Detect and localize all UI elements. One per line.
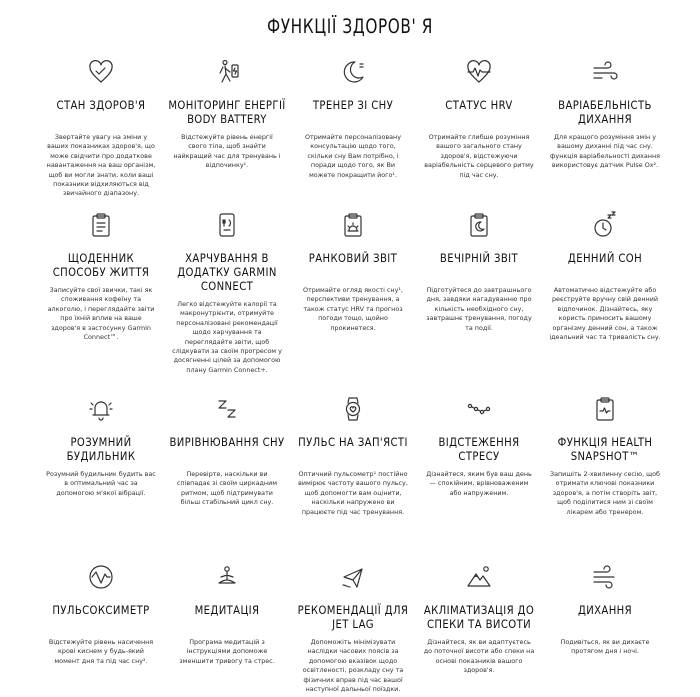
smart-alarm-icon (87, 395, 115, 423)
feature-card (164, 557, 290, 691)
feature-description: Оптичний пульсометр¹ постійно вимірює частоту вашого пульсу, щоб допомогти вам оцінити, наскільки напружено ви працюєте під час тренування. (298, 470, 408, 516)
page-title: ФУНКЦІЇ ЗДОРОВ' Я (266, 15, 434, 39)
feature-description: Подивіться, як ви дихаєте протягом дня і ночі. (560, 638, 650, 656)
feature-title: ВІДСТЕЖЕННЯ СТРЕСУ (438, 436, 520, 463)
feature-card (416, 205, 542, 389)
feature-card (290, 389, 416, 557)
feature-card (542, 557, 668, 691)
feature-card (542, 389, 668, 557)
breathing-wind-icon (591, 58, 619, 86)
feature-description: Підготуйтеся до завтрашнього дня, завдяки нагадуванню про кількість необхідного сну, завтрашнє тренування, погоду та події. (426, 286, 532, 332)
health-snapshot-icon (591, 395, 619, 423)
feature-description: Запишіть 2-хвилинну сесію, щоб отримати ключові показники здоров'я, а потім створіть звіт, щоб поділитися ним зі своїм лікарем або тренером. (549, 470, 661, 516)
feature-card (38, 52, 164, 205)
feature-description: Автоматично відстежуйте або реєструйте вручну свій денний відпочинок. Дізнайтесь, яку користь приносить вашому організму денний сон, а також ідеальний час та тривалість сну. (549, 286, 661, 342)
feature-card (542, 52, 668, 205)
stress-tracking-icon (465, 395, 493, 423)
sleep-alignment-icon (213, 395, 241, 423)
daytime-nap-icon (591, 211, 619, 239)
hrv-heart-icon (465, 58, 493, 86)
feature-description: Відстежуйте рівень насичення крові киснем у будь-який момент дня та під час сну². (48, 638, 154, 665)
feature-description: Звертайте увагу на зміни у ваших показниках здоров'я, що може свідчити про додаткове навантаження на ваш організм, щоб ви могли знати, коли ваші показники відхиляються від звичайного діапазону. (46, 133, 156, 198)
mountain-acclimation-icon (465, 563, 493, 591)
feature-title: РАНКОВИЙ ЗВІТ (308, 252, 398, 265)
wrist-watch-icon (339, 395, 367, 423)
feature-description: Отримайте глибше розуміння вашого загального стану здоров'я, відстежуючи варіабельність серцевого ритму під час сну. (424, 133, 534, 179)
feature-description: Отримайте огляд якості сну¹, перспективи тренування, а також статус HRV та прогноз погоди тощо, щойно прокинетеся. (303, 286, 403, 332)
feature-title: СТАН ЗДОРОВ'Я (56, 99, 146, 112)
feature-title: ЩОДЕННИК СПОСОБУ ЖИТТЯ (52, 252, 150, 279)
feature-title: ХАРЧУВАННЯ В ДОДАТКУ GARMIN CONNECT (177, 252, 277, 293)
evening-report-icon (465, 211, 493, 239)
feature-description: Дізнайтеся, як ви адаптуєтесь до поточної висоти або спеки на основі показників вашого здоров'я. (423, 638, 535, 675)
feature-description: Розумний будильник будить вас в оптимальний час за допомогою м'якої вібрації. (46, 470, 156, 497)
morning-report-icon (339, 211, 367, 239)
feature-title: МЕДИТАЦІЯ (194, 604, 260, 617)
features-grid (38, 52, 668, 694)
feature-card (416, 389, 542, 557)
feature-card (542, 205, 668, 389)
feature-card (38, 557, 164, 691)
feature-card (290, 557, 416, 694)
feature-title: ПУЛЬС НА ЗАП'ЯСТІ (298, 436, 408, 449)
feature-card (164, 205, 290, 389)
feature-description: Записуйте свої звички, такі як споживання кофеїну та алкоголю, і переглядайте звіти про їхній вплив на ваше здоров'я в застосунку Garmin Connect™. (47, 286, 155, 342)
feature-card (164, 389, 290, 557)
nutrition-phone-icon (213, 211, 241, 239)
feature-description: Дізнайтеся, яким був ваш день — спокійним, врівноваженим або напруженим. (426, 470, 532, 497)
feature-description: Легко відстежуйте калорії та макронутрієнти, отримуйте персоналізовані рекомендації щодо харчування та переглядайте звіти, щоб слідкувати за своїм прогресом у досягненні цілей за допомогою плану Garmin Connect+. (172, 300, 282, 374)
feature-card (290, 205, 416, 389)
body-battery-icon (213, 58, 241, 86)
feature-description: Перевірте, наскільки ви співпадає зі своїм циркадним ритмом, щоб підтримувати більш стабільний цикл сну. (176, 470, 278, 507)
clipboard-icon (87, 211, 115, 239)
meditation-icon (213, 563, 241, 591)
pulse-ox-icon (87, 563, 115, 591)
feature-title: ВЕЧІРНІЙ ЗВІТ (439, 252, 519, 265)
respiration-icon (591, 563, 619, 591)
feature-description: Для кращого розуміння змін у вашому диханні під час сну. функція варіабельності дихання використовує датчик Pulse Ox². (549, 133, 661, 170)
feature-title: ДЕННИЙ СОН (567, 252, 643, 265)
feature-card (38, 205, 164, 389)
feature-description: Відстежуйте рівень енергії свого тіла, щоб знайти найкращий час для тренувань і відпочинку¹. (173, 133, 281, 170)
jet-lag-plane-icon (339, 563, 367, 591)
feature-title: ТРЕНЕР ЗІ СНУ (312, 99, 394, 112)
feature-title: АКЛІМАТИЗАЦІЯ ДО СПЕКИ ТА ВИСОТИ (423, 604, 535, 631)
feature-title: СТАТУС HRV (445, 99, 513, 112)
sleep-coach-icon (339, 58, 367, 86)
feature-description: Отримайте персоналізовану консультацію щодо того, скільки сну Вам потрібно, і поради щодо того, як Ви можете покращити його¹. (304, 133, 402, 179)
feature-card (164, 52, 290, 205)
feature-title: ДИХАННЯ (577, 604, 633, 617)
feature-title: ВАРІАБЕЛЬНІСТЬ ДИХАННЯ (558, 99, 652, 126)
feature-description: Програма медитацій з інструкціями допоможе зменшити тривогу та стрес. (179, 638, 275, 665)
feature-description: Допоможіть мінімізувати наслідки часових поясів за допомогою вказівок щодо освітленості, розкладу сну та фізичних вправ під час вашої наступної дальньої поїздки. (302, 638, 404, 694)
feature-title: РЕКОМЕНДАЦІЇ ДЛЯ JET LAG (297, 604, 409, 631)
feature-title: ВИРІВНЮВАННЯ СНУ (169, 436, 285, 449)
feature-title: РОЗУМНИЙ БУДИЛЬНИК (66, 436, 136, 463)
feature-card (38, 389, 164, 557)
feature-card (290, 52, 416, 205)
feature-title: МОНІТОРИНГ ЕНЕРГІЇ BODY BATTERY (168, 99, 286, 126)
feature-title: ФУНКЦІЯ HEALTH SNAPSHOT™ (557, 436, 653, 463)
feature-card (416, 52, 542, 205)
feature-card (416, 557, 542, 691)
heart-check-icon (87, 58, 115, 86)
feature-title: ПУЛЬСОКСИМЕТР (52, 604, 150, 617)
